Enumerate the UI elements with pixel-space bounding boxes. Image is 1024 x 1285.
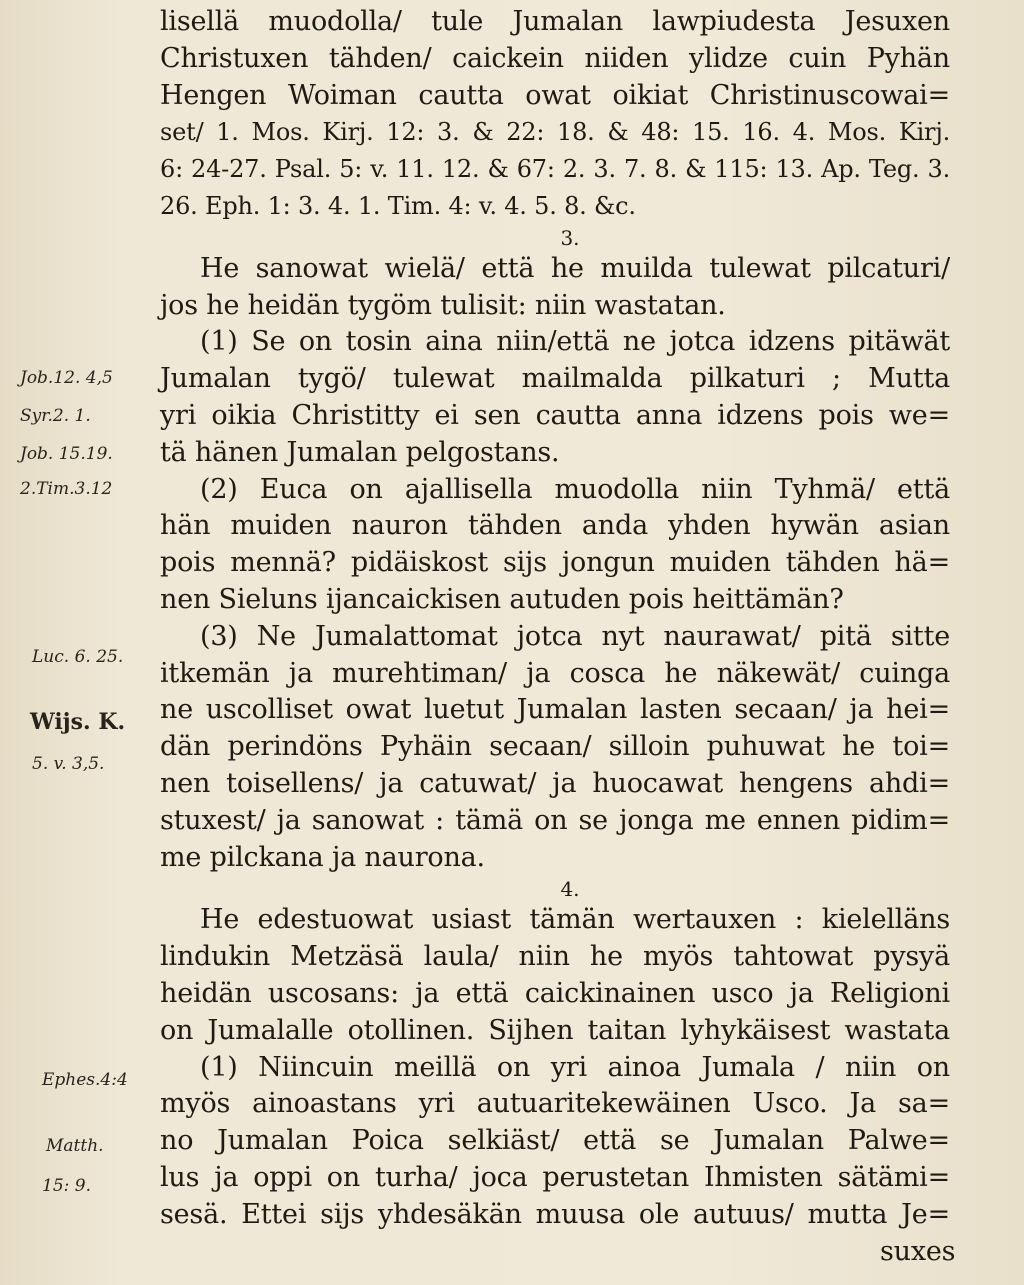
section-number: 4.: [560, 877, 580, 902]
text-line: myös ainoastans yri autuaritekewäinen Usco. Ja sa=: [160, 1088, 950, 1120]
text-line: 6: 24-27. Psal. 5: v. 11. 12. & 67: 2. 3. 7. 8. & 115: 13. Ap. Teg. 3.: [160, 155, 950, 184]
text-line: (1) Se on tosin aina niin/että ne jotca idzens pitäwät: [200, 326, 950, 358]
text-line: stuxest/ ja sanowat : tämä on se jonga me ennen pidim=: [160, 804, 950, 836]
margin-note: 5. v. 3,5.: [32, 754, 105, 774]
text-line: sesä. Ettei sijs yhdesäkän muusa ole autuus/ mutta Je=: [160, 1198, 950, 1230]
text-line: heidän uscosans: ja että caickinainen usco ja Religioni: [160, 977, 950, 1009]
margin-note: 15: 9.: [42, 1176, 91, 1196]
text-line: nen Sieluns ijancaickisen autuden pois heittämän?: [160, 583, 844, 615]
text-line: lindukin Metzäsä laula/ niin he myös tahtowat pysyä: [160, 941, 950, 973]
margin-note: Wijs. K.: [30, 709, 126, 735]
text-line: me pilckana ja naurona.: [160, 841, 485, 873]
text-line: on Jumalalle otollinen. Sijhen taitan lyhykäisest wastata: [160, 1014, 950, 1046]
text-line: 26. Eph. 1: 3. 4. 1. Tim. 4: v. 4. 5. 8. &c.: [160, 191, 636, 220]
text-line: jos he heidän tygöm tulisit: niin wastatan.: [160, 289, 726, 321]
margin-note: Ephes.4:4: [42, 1070, 128, 1090]
text-line: no Jumalan Poica selkiäst/ että se Jumalan Palwe=: [160, 1125, 950, 1157]
text-line: (1) Niincuin meillä on yri ainoa Jumala / niin on: [200, 1051, 950, 1083]
margin-note: Syr.2. 1.: [20, 406, 91, 426]
text-line: lisellä muodolla/ tule Jumalan lawpiudesta Jesuxen: [160, 6, 950, 37]
text-line: pois mennä? pidäiskost sijs jongun muiden tähden hä=: [160, 547, 950, 579]
text-line: Hengen Woiman cautta owat oikiat Christinuscowai=: [160, 79, 950, 111]
text-line: Jumalan tygö/ tulewat mailmalda pilkaturi ; Mutta: [160, 363, 950, 395]
text-line: lus ja oppi on turha/ joca perustetan Ihmisten sätämi=: [160, 1161, 950, 1193]
text-line: Christuxen tähden/ caickein niiden ylidze cuin Pyhän: [160, 42, 950, 74]
section-number: 3.: [560, 225, 580, 250]
text-line: tä hänen Jumalan pelgostans.: [160, 436, 560, 468]
text-line: dän perindöns Pyhäin secaan/ silloin puhuwat he toi=: [160, 731, 950, 763]
margin-note: Job.12. 4,5: [20, 368, 113, 388]
text-line: (2) Euca on ajallisella muodolla niin Tyhmä/ että: [200, 473, 950, 505]
text-line: ne uscolliset owat luetut Jumalan lasten secaan/ ja hei=: [160, 694, 950, 726]
text-line: He sanowat wielä/ että he muilda tulewat pilcaturi/: [200, 252, 950, 284]
margin-note: 2.Tim.3.12: [20, 479, 113, 499]
text-line: (3) Ne Jumalattomat jotca nyt naurawat/ pitä sitte: [200, 620, 950, 652]
margin-note: Luc. 6. 25.: [32, 647, 124, 667]
margin-note: Job. 15.19.: [20, 444, 113, 464]
text-line: yri oikia Christitty ei sen cautta anna idzens pois we=: [160, 399, 950, 431]
text-line: itkemän ja murehtiman/ ja cosca he näkewät/ cuinga: [160, 657, 950, 689]
text-line: nen toisellens/ ja catuwat/ ja huocawat hengens ahdi=: [160, 767, 950, 799]
text-line: set/ 1. Mos. Kirj. 12: 3. & 22: 18. & 48: 15. 16. 4. Mos. Kirj.: [160, 118, 950, 147]
catchword: suxes: [880, 1235, 956, 1267]
text-line: He edestuowat usiast tämän wertauxen : kielelläns: [200, 904, 950, 936]
margin-note: Matth.: [46, 1136, 104, 1156]
text-line: hän muiden nauron tähden anda yhden hywän asian: [160, 510, 950, 542]
main-text-column: [160, 4, 956, 1270]
